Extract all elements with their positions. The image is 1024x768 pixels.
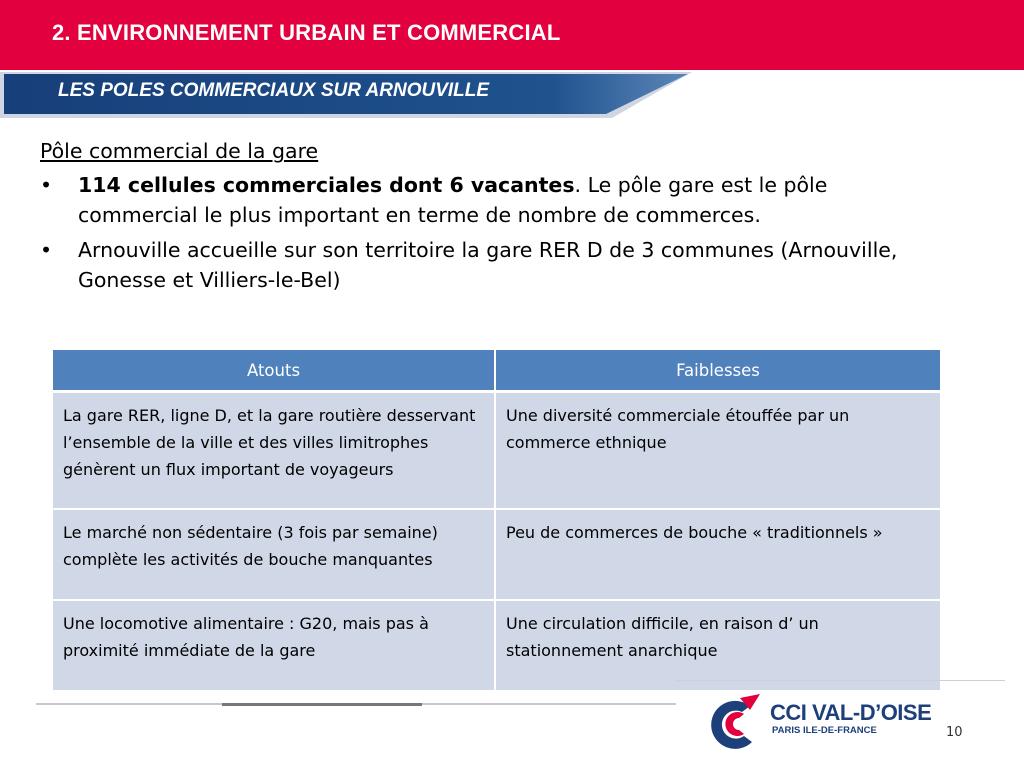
bullet-text: Arnouville accueille sur son territoire la gare RER D de 3 communes (Arnouville, Gonesse et Villiers-le-Bel) xyxy=(78,238,898,292)
table-row xyxy=(53,509,940,600)
subtitle-banner xyxy=(0,70,700,120)
footer-divider-right xyxy=(675,680,1005,681)
slide-title: 2. ENVIRONNEMENT URBAIN ET COMMERCIAL xyxy=(52,20,561,45)
bullet-text: . Le pôle gare est le pôle commercial le plus important en terme de nombre de commerces. xyxy=(78,173,828,227)
main-content xyxy=(40,136,940,300)
table-cell: Peu de commerces de bouche « traditionnels » xyxy=(495,509,940,600)
title-bar xyxy=(0,0,1024,70)
swot-table-container xyxy=(53,350,940,696)
logo-subtitle: PARIS ILE-DE-FRANCE xyxy=(772,725,877,736)
bullet-item xyxy=(40,170,940,230)
cci-logo-icon xyxy=(700,692,766,758)
footer-divider-accent xyxy=(222,703,422,706)
table-cell: La gare RER, ligne D, et la gare routière desservant l’ensemble de la ville et des villes limitrophes génèrent un flux important de voyageurs xyxy=(53,392,495,510)
table-cell: Une locomotive alimentaire : G20, mais pas à proximité immédiate de la gare xyxy=(53,600,495,691)
table-row xyxy=(53,600,940,691)
bullet-list xyxy=(40,170,940,295)
cci-logo xyxy=(700,690,940,760)
slide-subtitle: LES POLES COMMERCIAUX SUR ARNOUVILLE xyxy=(58,80,490,101)
bullet-symbol: • xyxy=(40,238,53,262)
section-heading: Pôle commercial de la gare xyxy=(40,139,319,163)
atouts-faiblesses-table xyxy=(53,350,940,692)
bullet-symbol: • xyxy=(40,173,53,197)
table-cell: Le marché non sédentaire (3 fois par semaine) complète les activités de bouche manquantes xyxy=(53,509,495,600)
table-cell: Une circulation difficile, en raison d’ un stationnement anarchique xyxy=(495,600,940,691)
column-header-atouts: Atouts xyxy=(53,350,495,392)
bullet-bold-text: 114 cellules commerciales dont 6 vacantes xyxy=(78,173,575,197)
bullet-item xyxy=(40,235,940,295)
table-header-row xyxy=(53,350,940,392)
page-number: 10 xyxy=(946,725,963,740)
logo-name: CCI VAL-D’OISE xyxy=(770,700,932,725)
column-header-faiblesses: Faiblesses xyxy=(495,350,940,392)
table-row xyxy=(53,392,940,510)
table-cell: Une diversité commerciale étouffée par un commerce ethnique xyxy=(495,392,940,510)
